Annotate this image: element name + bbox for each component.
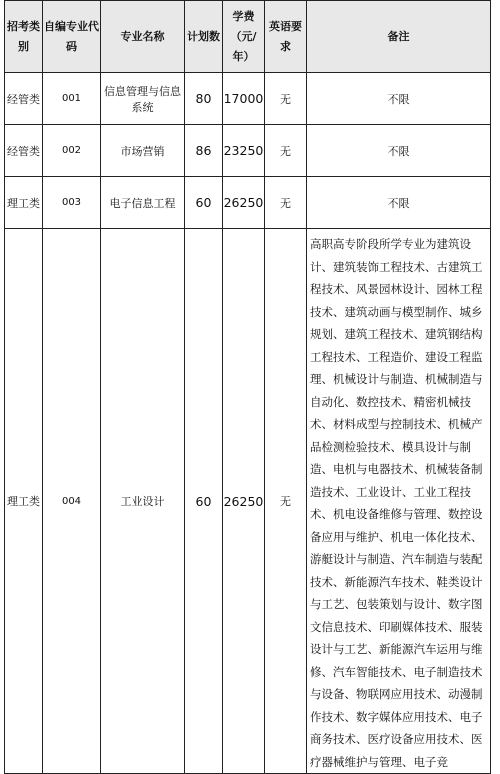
header-note: 备注 [307, 1, 491, 73]
table-row [5, 177, 491, 229]
table-row [5, 73, 491, 125]
header-row [5, 1, 491, 73]
table-row [5, 229, 491, 774]
cell-category: 经管类 [5, 73, 43, 125]
cell-category: 经管类 [5, 125, 43, 177]
cell-note-long: 高职高专阶段所学专业为建筑设计、建筑装饰工程技术、古建筑工程技术、风景园林设计、园林工程技术、建筑动画与模型制作、城乡规划、建筑工程技术、建筑钢结构工程技术、工程造价、建设工程监理、机械设计与制造、机械制造与自动化、数控技术、精密机械技术、材料成型与控制技术、机械产品检测检验技术、模具设计与制造、电机与电器技术、机械装备制造技术、工业设计、工业工程技术、机电设备维修与管理、数控设备应用与维护、机电一体化技术、游艇设计与制造、汽车制造与装配技术、新能源汽车技术、鞋类设计与工艺、包装策划与设计、数字图文信息技术、印刷媒体技术、服装设计与工艺、新能源汽车运用与维修、汽车智能技术、电子制造技术与设备、物联网应用技术、动漫制作技术、数字媒体应用技术、电子商务技术、医疗设备应用技术、医疗器械维护与管理、电子竞 [307, 229, 491, 774]
cell-plan: 80 [185, 73, 223, 125]
cell-major: 电子信息工程 [101, 177, 185, 229]
cell-plan: 60 [185, 229, 223, 774]
header-major: 专业名称 [101, 1, 185, 73]
enrollment-table [4, 0, 491, 774]
cell-english: 无 [265, 177, 307, 229]
cell-tuition: 26250 [223, 177, 265, 229]
cell-english: 无 [265, 125, 307, 177]
cell-major: 信息管理与信息系统 [101, 73, 185, 125]
cell-note: 不限 [307, 125, 491, 177]
cell-code: 004 [43, 229, 101, 774]
cell-note: 不限 [307, 177, 491, 229]
cell-major: 工业设计 [101, 229, 185, 774]
cell-english: 无 [265, 229, 307, 774]
cell-plan: 86 [185, 125, 223, 177]
cell-tuition: 17000 [223, 73, 265, 125]
table-row [5, 125, 491, 177]
header-category: 招考类别 [5, 1, 43, 73]
cell-major: 市场营销 [101, 125, 185, 177]
cell-tuition: 26250 [223, 229, 265, 774]
cell-tuition: 23250 [223, 125, 265, 177]
header-tuition: 学费（元/年） [223, 1, 265, 73]
cell-code: 003 [43, 177, 101, 229]
cell-code: 001 [43, 73, 101, 125]
cell-plan: 60 [185, 177, 223, 229]
cell-code: 002 [43, 125, 101, 177]
cell-category: 理工类 [5, 229, 43, 774]
header-code: 自编专业代码 [43, 1, 101, 73]
header-plan: 计划数 [185, 1, 223, 73]
header-english: 英语要求 [265, 1, 307, 73]
cell-category: 理工类 [5, 177, 43, 229]
cell-note: 不限 [307, 73, 491, 125]
cell-english: 无 [265, 73, 307, 125]
